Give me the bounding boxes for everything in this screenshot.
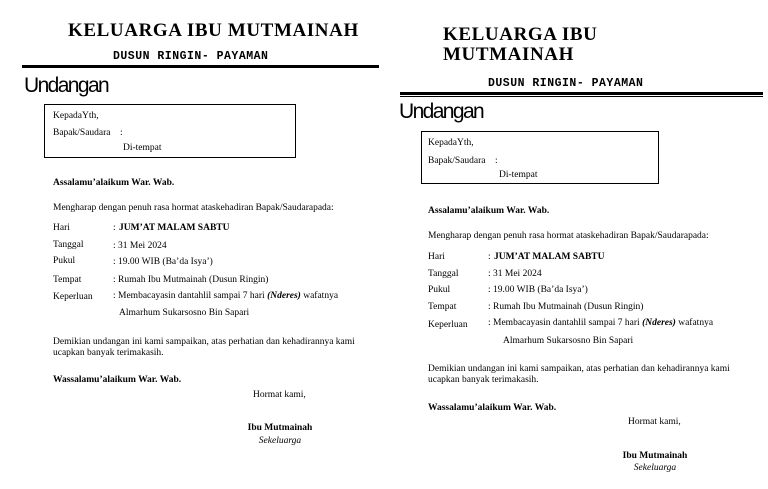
invitation-card-right xyxy=(384,0,768,489)
label-hari: Hari xyxy=(53,223,70,233)
signer-name: Ibu Mutmainah xyxy=(622,451,688,461)
farewell: Wassalamu’alaikum War. Wab. xyxy=(53,375,182,385)
label-tanggal: Tanggal xyxy=(53,240,84,250)
address-line: DUSUN RINGIN- PAYAMAN xyxy=(488,77,644,90)
value-keperluan xyxy=(113,291,338,301)
label-keperluan: Keperluan xyxy=(428,320,468,330)
family-title-line-2: MUTMAINAH xyxy=(443,43,574,65)
value-tanggal: : 31 Mei 2024 xyxy=(488,269,542,279)
label-pukul: Pukul xyxy=(428,285,451,295)
heading-undangan: Undangan xyxy=(24,74,109,97)
label-keperluan: Keperluan xyxy=(53,292,93,302)
value-keperluan-line2: Almarhum Sukarsosno Bin Sapari xyxy=(119,308,250,318)
value-tempat: : Rumah Ibu Mutmainah (Dusun Ringin) xyxy=(113,275,269,285)
label-tanggal: Tanggal xyxy=(428,269,459,279)
address-line: DUSUN RINGIN- PAYAMAN xyxy=(113,50,269,63)
regards: Hormat kami, xyxy=(253,390,306,400)
label-pukul: Pukul xyxy=(53,256,76,266)
value-pukul: : 19.00 WIB (Ba’da Isya’) xyxy=(488,285,588,295)
header-rule xyxy=(400,92,763,95)
value-keperluan-line2: Almarhum Sukarsosno Bin Sapari xyxy=(503,336,634,346)
recipient-box xyxy=(421,131,659,184)
value-hari: JUM’AT MALAM SABTU xyxy=(494,252,605,262)
header-rule xyxy=(22,65,379,68)
keperluan-emphasis: (Nderes) xyxy=(267,291,301,301)
keperluan-prefix: : Membacayasin dantahlil sampai 7 hari xyxy=(488,318,643,328)
keperluan-emphasis: (Nderes) xyxy=(642,318,676,328)
signer-role: Sekeluarga xyxy=(258,436,302,446)
greeting: Assalamu’alaikum War. Wab. xyxy=(428,206,550,216)
recipient-line-1: KepadaYth, xyxy=(53,111,99,121)
label-tempat: Tempat xyxy=(428,302,457,312)
recipient-colon: : xyxy=(120,128,123,138)
intro-text: Mengharap dengan penuh rasa hormat ataskehadiran Bapak/Saudarapada: xyxy=(428,231,709,241)
family-title: KELUARGA IBU MUTMAINAH xyxy=(68,20,359,41)
label-tempat: Tempat xyxy=(53,275,82,285)
header-rule-thin xyxy=(400,96,763,97)
keperluan-suffix: wafatnya xyxy=(675,318,714,328)
closing-text: Demikian undangan ini kami sampaikan, atas perhatian dan kehadirannya kami ucapkan banyak terimakasih. xyxy=(428,364,730,385)
recipient-line-3: Di-tempat xyxy=(499,170,538,180)
value-pukul: : 19.00 WIB (Ba’da Isya’) xyxy=(113,257,213,267)
value-hari: JUM’AT MALAM SABTU xyxy=(119,223,230,233)
recipient-box xyxy=(44,104,296,158)
farewell: Wassalamu’alaikum War. Wab. xyxy=(428,403,557,413)
keperluan-prefix: : Membacayasin dantahlil sampai 7 hari xyxy=(113,291,268,301)
intro-text: Mengharap dengan penuh rasa hormat ataskehadiran Bapak/Saudarapada: xyxy=(53,203,334,213)
signer-name: Ibu Mutmainah xyxy=(247,423,313,433)
family-title-line-1: KELUARGA IBU xyxy=(443,24,598,45)
family-title xyxy=(443,25,597,65)
regards: Hormat kami, xyxy=(628,417,681,427)
recipient-line-2: Bapak/Saudara xyxy=(428,156,486,166)
colon-hari: : xyxy=(113,223,116,233)
value-tanggal: : 31 Mei 2024 xyxy=(113,241,167,251)
greeting: Assalamu’alaikum War. Wab. xyxy=(53,178,175,188)
recipient-line-3: Di-tempat xyxy=(123,143,162,153)
label-hari: Hari xyxy=(428,252,445,262)
colon-hari: : xyxy=(488,252,491,262)
recipient-colon: : xyxy=(495,156,498,166)
heading-undangan: Undangan xyxy=(399,100,484,123)
signer-role: Sekeluarga xyxy=(633,463,677,473)
value-tempat: : Rumah Ibu Mutmainah (Dusun Ringin) xyxy=(488,302,644,312)
closing-text: Demikian undangan ini kami sampaikan, atas perhatian dan kehadirannya kami ucapkan banyak terimakasih. xyxy=(53,337,355,358)
recipient-line-2: Bapak/Saudara xyxy=(53,128,111,138)
value-keperluan xyxy=(488,318,713,328)
keperluan-suffix: wafatnya xyxy=(300,291,339,301)
recipient-line-1: KepadaYth, xyxy=(428,138,474,148)
